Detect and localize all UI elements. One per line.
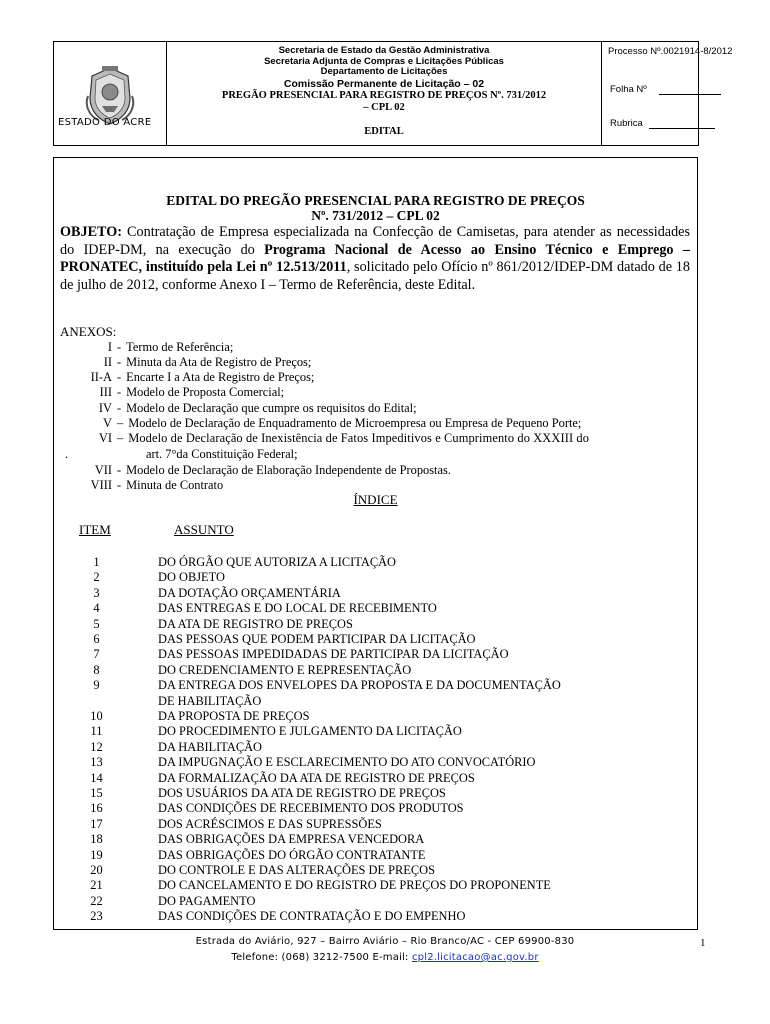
anexo-item: [54, 416, 581, 431]
indice-item-subject: DA HABILITAÇÃO: [158, 739, 262, 754]
edital-label: EDITAL: [364, 126, 404, 137]
document-title: [54, 193, 697, 223]
indice-item-number: 10: [90, 709, 103, 723]
indice-item-subject: DO CONTROLE E DAS ALTERAÇÕES DE PREÇOS: [158, 863, 435, 877]
footer-contact: [0, 952, 770, 963]
state-name: ESTADO DO ACRE: [58, 117, 152, 128]
indice-item-subject: DA PROPOSTA DE PREÇOS: [158, 709, 310, 723]
rubrica-blank: [649, 127, 715, 129]
objeto-paragraph: [60, 224, 690, 294]
header-center: [167, 42, 602, 145]
pregao-title: PREGÃO PRESENCIAL PARA REGISTRO DE PREÇOS Nº. 731/2012: [221, 89, 547, 101]
indice-item-subject: DOS USUÁRIOS DA ATA DE REGISTRO DE PREÇOS: [158, 786, 446, 800]
indice-item-number: 13: [90, 755, 103, 770]
process-cell: [602, 42, 733, 145]
indice-item-subject: DAS OBRIGAÇÕES DA EMPRESA VENCEDORA: [158, 832, 425, 847]
indice-item-subject: DA ENTREGA DOS ENVELOPES DA PROPOSTA E DA DOCUMENTAÇÃO: [158, 678, 561, 693]
indice-item-number: 9: [93, 678, 100, 693]
anexo-number: V: [103, 416, 112, 430]
objeto-label: OBJETO:: [60, 224, 123, 240]
anexo-item: [54, 370, 314, 385]
header-line: Secretaria de Estado da Gestão Administrativa: [278, 45, 490, 56]
footer-email-link[interactable]: cpl2.licitacao@ac.gov.br: [411, 952, 539, 963]
indice-item-subject: DAS OBRIGAÇÕES DO ÓRGÃO CONTRATANTE: [158, 847, 426, 862]
indice-item-number: 3: [93, 585, 100, 600]
anexo-number: II-A: [90, 370, 112, 384]
indice-item-number: 14: [90, 770, 103, 785]
indice-item-subject: DA FORMALIZAÇÃO DA ATA DE REGISTRO DE PREÇOS: [158, 770, 475, 785]
folha-label: Folha Nº: [610, 84, 647, 95]
anexo-number: VI: [98, 431, 112, 445]
anexo-item: [54, 340, 233, 355]
indice-item-subject: DOS ACRÉSCIMOS E DAS SUPRESSÕES: [158, 816, 382, 831]
pregao-title-cont: – CPL 02: [363, 101, 405, 113]
folha-field: [610, 84, 721, 95]
indice-item-subject: DO PROCEDIMENTO E JULGAMENTO DA LICITAÇÃO: [158, 724, 462, 739]
anexo-separator: –: [117, 416, 124, 430]
rubrica-field: [610, 118, 715, 129]
document-body: [53, 157, 698, 930]
indice-item-number: 22: [90, 893, 103, 908]
anexo-separator: -: [117, 478, 122, 492]
anexos-heading: ANEXOS:: [60, 324, 117, 339]
header-line: Secretaria Adjunta de Compras e Licitações Públicas: [264, 55, 504, 67]
anexo-item: [54, 431, 686, 446]
indice-item-subject: DA ATA DE REGISTRO DE PREÇOS: [158, 616, 353, 631]
anexo-number: VIII: [90, 478, 112, 492]
anexo-text: Minuta da Ata de Registro de Preços;: [126, 355, 312, 369]
indice-item-subject: DO CANCELAMENTO E DO REGISTRO DE PREÇOS DO PROPONENTE: [158, 878, 551, 893]
indice-item-subject: DO ÓRGÃO QUE AUTORIZA A LICITAÇÃO: [158, 555, 396, 569]
indice-item-subject: DAS CONDIÇÕES DE RECEBIMENTO DOS PRODUTOS: [158, 801, 464, 816]
indice-item-number: 11: [90, 724, 103, 739]
indice-item-number: 15: [90, 786, 103, 800]
anexo-number: IV: [98, 401, 112, 415]
commission-name: Comissão Permanente de Licitação – 02: [283, 77, 485, 90]
anexo-item: [54, 478, 223, 493]
anexo-text: Minuta de Contrato: [126, 478, 224, 492]
indice-item-number: 7: [93, 647, 100, 662]
indice-item-number: 12: [90, 739, 103, 754]
anexo-separator: -: [117, 385, 122, 399]
column-header-assunto: ASSUNTO: [174, 522, 234, 537]
anexo-number: II: [103, 355, 112, 369]
indice-item-subject: DA IMPUGNAÇÃO E ESCLARECIMENTO DO ATO CONVOCATÓRIO: [158, 755, 536, 770]
footer-phone: Telefone: (068) 3212-7500 E-mail:: [231, 952, 412, 963]
anexo-separator: -: [117, 463, 122, 477]
objeto-text: Contratação de Empresa especializada na Confecção de Camisetas, para atender as necessidades do IDEP-DM, na execução do: [60, 224, 690, 258]
header-line: Departamento de Licitações: [320, 66, 448, 78]
anexo-text: Modelo de Declaração de Enquadramento de Microempresa ou Empresa de Pequeno Porte;: [128, 416, 582, 430]
indice-heading: ÍNDICE: [353, 492, 398, 507]
anexo-text: Modelo de Proposta Comercial;: [126, 385, 285, 399]
anexo-text: Modelo de Declaração que cumpre os requisitos do Edital;: [126, 401, 417, 415]
indice-item-subject: DAS PESSOAS QUE PODEM PARTICIPAR DA LICITAÇÃO: [158, 632, 476, 646]
indice-item-number: 23: [90, 909, 103, 924]
indice-item-subject: DAS PESSOAS IMPEDIDADAS DE PARTICIPAR DA LICITAÇÃO: [158, 647, 509, 662]
anexo-number: VII: [94, 463, 112, 477]
rubrica-label: Rubrica: [610, 118, 643, 129]
footer-address: Estrada do Aviário, 927 – Bairro Aviário – Rio Branco/AC - CEP 69900-830: [195, 936, 575, 947]
indice-item-subject: DE HABILITAÇÃO: [158, 693, 262, 708]
logo-cell: [54, 42, 167, 145]
anexo-text: Modelo de Declaração de Elaboração Independente de Propostas.: [126, 463, 451, 477]
anexo-number: I: [107, 340, 112, 354]
indice-item-subject: DO CREDENCIAMENTO E REPRESENTAÇÃO: [158, 662, 412, 677]
anexo-item: [54, 463, 451, 478]
page-number: 1: [700, 937, 706, 949]
indice-item-subject: DAS CONDIÇÕES DE CONTRATAÇÃO E DO EMPENHO: [158, 909, 466, 924]
anexo-text: Termo de Referência;: [126, 340, 234, 354]
indice-item-number: 16: [90, 801, 103, 816]
indice-item-subject: DA DOTAÇÃO ORÇAMENTÁRIA: [158, 585, 341, 600]
anexo-separator: -: [117, 401, 122, 415]
process-number: Processo Nº.0021914-8/2012: [608, 46, 733, 57]
indice-item-number: 8: [93, 662, 100, 677]
indice-item-number: 19: [90, 847, 103, 862]
objeto-text-end: , solicitado pelo Ofício nº 861/2012/IDEP-DM datado de 18 de julho de 2012, conforme Anexo I – Termo de Referência, deste Edital.: [60, 259, 690, 293]
title-line-2: Nº. 731/2012 – CPL 02: [311, 208, 440, 223]
anexo-separator: -: [117, 370, 122, 384]
anexo-item: [58, 447, 298, 462]
anexo-text: Encarte I a Ata de Registro de Preços;: [126, 370, 315, 384]
indice-item-subject: DAS ENTREGAS E DO LOCAL DE RECEBIMENTO: [158, 601, 437, 616]
indice-item-number: 21: [90, 878, 103, 893]
anexo-item: [54, 385, 284, 400]
folha-blank: [659, 93, 721, 95]
indice-item-subject: DO PAGAMENTO: [158, 893, 256, 908]
anexo-separator: -: [117, 340, 122, 354]
indice-item-number: 4: [93, 601, 100, 616]
anexo-number: III: [99, 385, 112, 399]
title-line-1: EDITAL DO PREGÃO PRESENCIAL PARA REGISTRO DE PREÇOS: [166, 193, 585, 208]
anexo-text: Modelo de Declaração de Inexistência de Fatos Impeditivos e Cumprimento do XXXIII do: [128, 431, 590, 445]
document-header: [53, 41, 733, 146]
indice-item-number: 2: [93, 570, 100, 585]
column-header-item: ITEM: [79, 522, 111, 537]
anexo-separator: –: [117, 431, 124, 445]
anexo-separator: -: [117, 355, 122, 369]
indice-item-subject: DO OBJETO: [158, 570, 225, 585]
indice-item-number: 1: [93, 555, 100, 569]
indice-item-number: 17: [90, 816, 103, 831]
indice-item-number: 20: [90, 863, 103, 877]
anexo-text: art. 7°da Constituição Federal;: [146, 447, 298, 461]
indice-item-number: 18: [90, 832, 103, 847]
indice-item-number: 5: [93, 616, 100, 631]
anexo-item: [54, 355, 311, 370]
objeto-program: Programa Nacional de Acesso ao Ensino Técnico e Emprego – PRONATEC, instituído pela Lei nº 12.513/2011: [60, 241, 690, 276]
anexo-number: .: [64, 447, 68, 461]
anexo-item: [54, 401, 417, 416]
indice-item-number: 6: [93, 632, 100, 646]
